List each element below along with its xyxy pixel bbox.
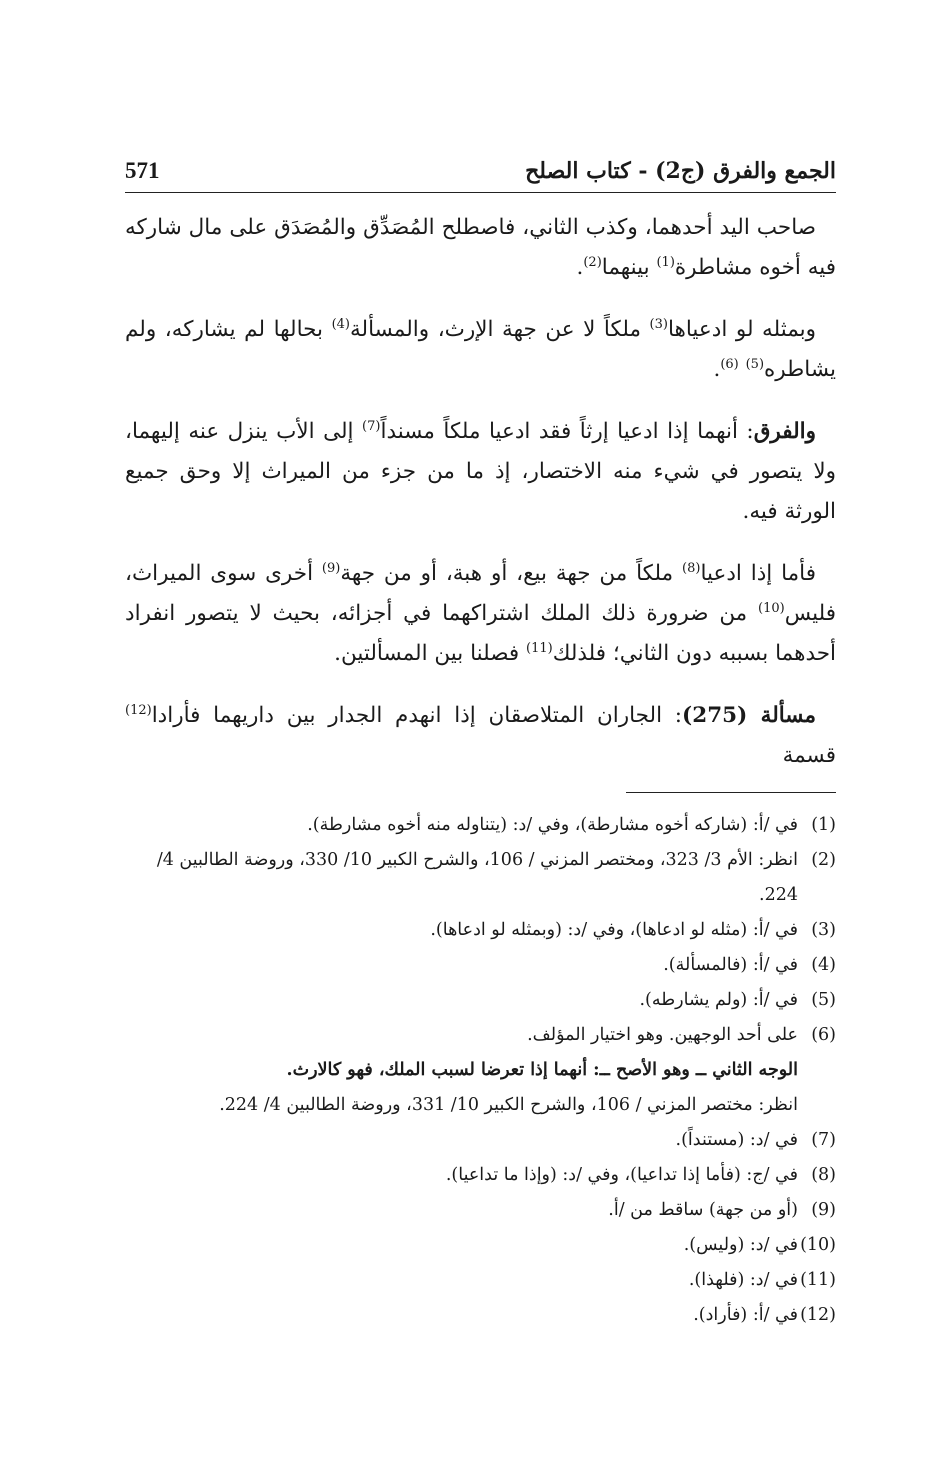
footnote-ref: (11) bbox=[526, 640, 553, 656]
footnote-item bbox=[125, 843, 836, 913]
footnote-text-block bbox=[125, 1018, 798, 1123]
footnote-text: في /د: (فلهذا). bbox=[688, 1270, 798, 1290]
footnote-ref: (8) bbox=[682, 560, 701, 576]
text-run: فأما إذا ادعيا bbox=[700, 561, 816, 586]
text-run bbox=[739, 357, 746, 382]
footnote-ref: (12) bbox=[125, 702, 152, 718]
paragraph-lead: مسألة (275) bbox=[682, 703, 817, 728]
paragraph bbox=[125, 554, 836, 674]
footnote-number: (8) bbox=[811, 1165, 836, 1185]
footnote-item bbox=[125, 1018, 836, 1123]
footnote-item bbox=[125, 913, 836, 948]
running-title: الجمع والفرق (ج2) - كتاب الصلح bbox=[525, 158, 836, 184]
footnote-text-block bbox=[125, 1193, 798, 1228]
footnote-text-block bbox=[125, 1263, 798, 1298]
text-run: فصلنا بين المسألتين. bbox=[334, 641, 527, 666]
footnote-item bbox=[125, 1228, 836, 1263]
text-run: . bbox=[713, 357, 721, 382]
page-number: 571 bbox=[125, 158, 160, 183]
footnote-text-block bbox=[125, 1158, 798, 1193]
footnote-ref: (1) bbox=[656, 254, 675, 270]
text-run: . bbox=[576, 255, 584, 280]
footnote-number: (7) bbox=[811, 1130, 836, 1150]
text-run: بحالها لم يشاركه، ولم يشاطره bbox=[125, 317, 836, 382]
footnote-item bbox=[125, 1123, 836, 1158]
footnote-text-block bbox=[125, 1298, 798, 1333]
footnote-ref: (7) bbox=[362, 418, 381, 434]
paragraph bbox=[125, 208, 836, 288]
footnote-extra-line: انظر: مختصر المزني / 106، والشرح الكبير 10/ 331، وروضة الطالبين 4/ 224. bbox=[219, 1095, 798, 1115]
footnote-ref: (3) bbox=[649, 316, 668, 332]
paragraph bbox=[125, 310, 836, 390]
text-run: بينهما bbox=[601, 255, 657, 280]
footnote-text: في /د: (وليس). bbox=[683, 1235, 798, 1255]
text-run: : الجاران المتلاصقان إذا انهدم الجدار بين داريهما فأرادا bbox=[151, 703, 683, 728]
text-run: قسمة bbox=[782, 743, 836, 768]
footnote-text: على أحد الوجهين. وهو اختيار المؤلف. bbox=[527, 1025, 798, 1045]
text-run: ملكاً من جهة بيع، أو هبة، أو من جهة bbox=[340, 561, 683, 586]
footnote-item bbox=[125, 1158, 836, 1193]
footnote-text-block bbox=[125, 808, 798, 843]
footnote-text-block bbox=[125, 983, 798, 1018]
footnote-text: في /أ: (فالمسألة). bbox=[663, 955, 798, 975]
text-run: وبمثله لو ادعياها bbox=[667, 317, 816, 342]
footnote-separator bbox=[626, 792, 836, 793]
footnote-text: (أو من جهة) ساقط من /أ. bbox=[608, 1200, 798, 1220]
paragraph-lead: والفرق bbox=[753, 419, 817, 444]
footnote-text: في /أ: (مثله لو ادعاها)، وفي /د: (وبمثله لو ادعاها). bbox=[430, 920, 798, 940]
footnote-ref: (9) bbox=[321, 560, 341, 576]
footnotes bbox=[125, 808, 836, 1333]
footnote-ref: (5) bbox=[745, 356, 765, 372]
footnote-number: (2) bbox=[811, 850, 836, 870]
text-run: من ضرورة ذلك الملك اشتراكهما في أجزائه، بحيث لا يتصور انفراد أحدهما بسببه دون الثاني؛ فلذلك bbox=[125, 601, 836, 666]
text-run: أخرى سوى الميراث، فليس bbox=[125, 561, 836, 626]
footnote-item bbox=[125, 1263, 836, 1298]
footnote-text-block bbox=[125, 1123, 798, 1158]
footnote-number: (5) bbox=[811, 990, 836, 1010]
footnote-number: (10) bbox=[800, 1235, 836, 1255]
footnote-bold-line: الوجه الثاني ــ وهو الأصح ــ: أنهما إذا تعرضا لسبب الملك، فهو كالارث. bbox=[286, 1060, 798, 1080]
main-text bbox=[125, 208, 836, 798]
footnote-ref: (4) bbox=[331, 316, 350, 332]
text-run: صاحب اليد أحدهما، وكذب الثاني، فاصطلح المُصَدِّق والمُصَدَق على مال شاركه فيه أخوه مشاطرة bbox=[125, 215, 836, 280]
footnote-number: (9) bbox=[811, 1200, 836, 1220]
paragraph bbox=[125, 696, 836, 776]
footnote-item bbox=[125, 983, 836, 1018]
footnote-number: (6) bbox=[811, 1025, 836, 1045]
footnote-ref: (6) bbox=[720, 356, 739, 372]
footnote-text: انظر: الأم 3/ 323، ومختصر المزني / 106، والشرح الكبير 10/ 330، وروضة الطالبين 4/ 224. bbox=[156, 850, 798, 905]
running-header bbox=[125, 150, 836, 193]
footnote-item bbox=[125, 808, 836, 843]
footnote-text-block bbox=[125, 1228, 798, 1263]
paragraph bbox=[125, 412, 836, 532]
footnote-text: في /ج: (فأما إذا تداعيا)، وفي /د: (وإذا ما تداعيا). bbox=[445, 1165, 798, 1185]
footnote-text: في /د: (مستنداً). bbox=[675, 1130, 798, 1150]
text-run: : أنهما إذا ادعيا إرثاً فقد ادعيا ملكاً مسنداً bbox=[380, 419, 754, 444]
footnote-text-block bbox=[125, 948, 798, 983]
footnote-text-block bbox=[125, 843, 798, 913]
footnote-text: في /أ: (فأراد). bbox=[693, 1305, 798, 1325]
footnote-item bbox=[125, 1193, 836, 1228]
footnote-number: (4) bbox=[811, 955, 836, 975]
footnote-item bbox=[125, 1298, 836, 1333]
footnote-ref: (2) bbox=[583, 254, 602, 270]
text-run: ملكاً لا عن جهة الإرث، والمسألة bbox=[350, 317, 650, 342]
footnote-text-block bbox=[125, 913, 798, 948]
footnote-item bbox=[125, 948, 836, 983]
footnote-number: (1) bbox=[811, 815, 836, 835]
footnote-ref: (10) bbox=[758, 600, 785, 616]
footnote-text: في /أ: (ولم يشارطه). bbox=[639, 990, 798, 1010]
footnote-number: (12) bbox=[800, 1305, 836, 1325]
text-run: إلى الأب ينزل عنه إليهما، ولا يتصور في شيء منه الاختصار، إذ ما من جزء من الميراث إلا وحق جميع الورثة فيه. bbox=[125, 419, 836, 524]
footnote-number: (3) bbox=[811, 920, 836, 940]
footnote-text: في /أ: (شاركه أخوه مشارطة)، وفي /د: (يتناوله منه أخوه مشارطة). bbox=[307, 815, 798, 835]
footnote-number: (11) bbox=[800, 1270, 836, 1290]
